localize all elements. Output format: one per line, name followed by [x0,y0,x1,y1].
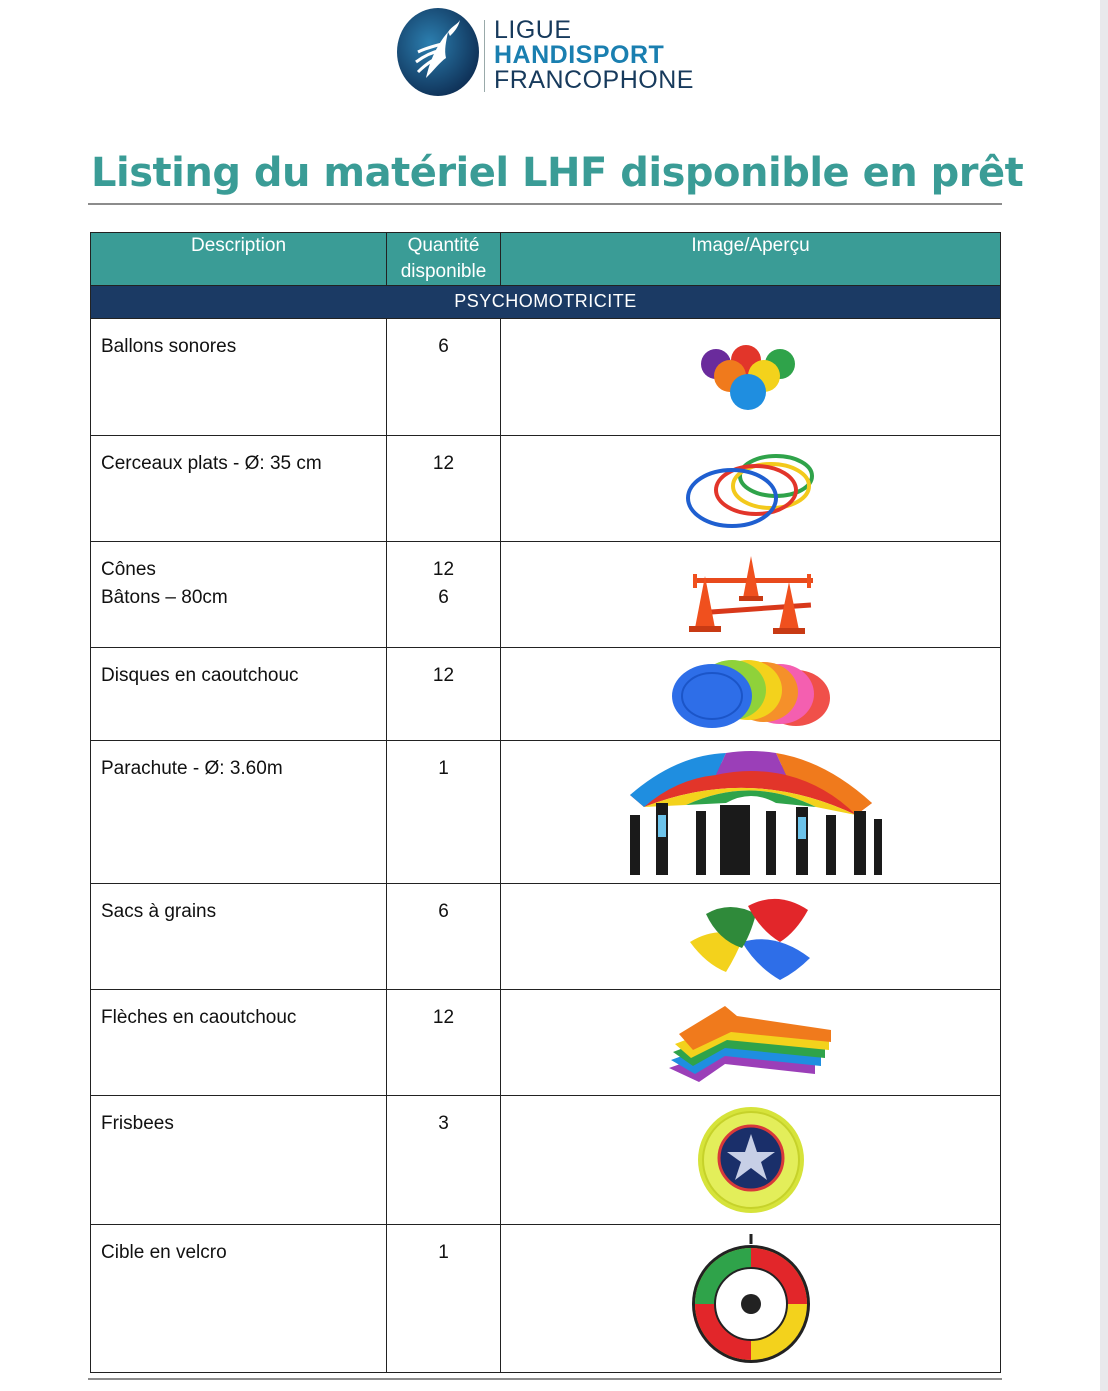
table-row [91,648,1001,741]
title-underline [88,203,1002,205]
item-description: Flèches en caoutchouc [101,1007,297,1028]
column-header-description: Description [91,233,387,286]
table-row [91,1096,1001,1225]
item-quantity: 12 [432,665,455,686]
item-quantity: 1 [438,758,449,779]
parachute-image [616,745,886,879]
item-quantity: 12 [432,559,455,580]
hoops-image [676,446,826,532]
table-row [91,319,1001,436]
item-description: Sacs à grains [101,901,217,922]
table-row [91,436,1001,542]
column-header-quantity: Quantité disponible [387,233,501,286]
item-description: Cible en velcro [101,1242,227,1263]
brand-line-3: FRANCOPHONE [494,66,694,94]
beanbags-image [686,892,816,982]
item-quantity: 6 [438,901,449,922]
ligue-handisport-logo [396,6,706,100]
item-quantity: 3 [438,1113,449,1134]
item-description: Bâtons – 80cm [101,587,228,608]
equipment-table [90,232,1001,1373]
item-description: Disques en caoutchouc [101,665,299,686]
table-row [91,990,1001,1096]
discs-image [668,656,834,732]
item-description: Cerceaux plats - Ø: 35 cm [101,453,322,474]
frisbee-image [695,1104,807,1216]
cones-image [681,552,821,638]
item-description: Ballons sonores [101,336,237,357]
table-row [91,884,1001,990]
page-title: Listing du matériel LHF disponible en prêt [91,150,1024,196]
arrows-image [665,1002,837,1084]
brand-line-1: LIGUE [494,16,572,44]
brand-line-2: HANDISPORT [494,41,665,69]
item-quantity: 12 [432,453,455,474]
item-quantity: 1 [438,1242,449,1263]
section-header: PSYCHOMOTRICITE [91,286,1001,319]
item-description: Parachute - Ø: 3.60m [101,758,283,779]
table-row [91,741,1001,884]
phoenix-emblem-icon [396,6,480,98]
table-row [91,1225,1001,1373]
balls-image [696,342,806,412]
target-image [689,1232,813,1366]
page-edge [1100,0,1108,1391]
item-description: Frisbees [101,1113,174,1134]
item-description: Cônes [101,559,156,580]
item-quantity: 12 [432,1007,455,1028]
item-quantity: 6 [438,336,449,357]
table-row [91,542,1001,648]
column-header-image: Image/Aperçu [501,233,1001,286]
bottom-rule [88,1378,1002,1380]
item-quantity: 6 [438,587,449,608]
